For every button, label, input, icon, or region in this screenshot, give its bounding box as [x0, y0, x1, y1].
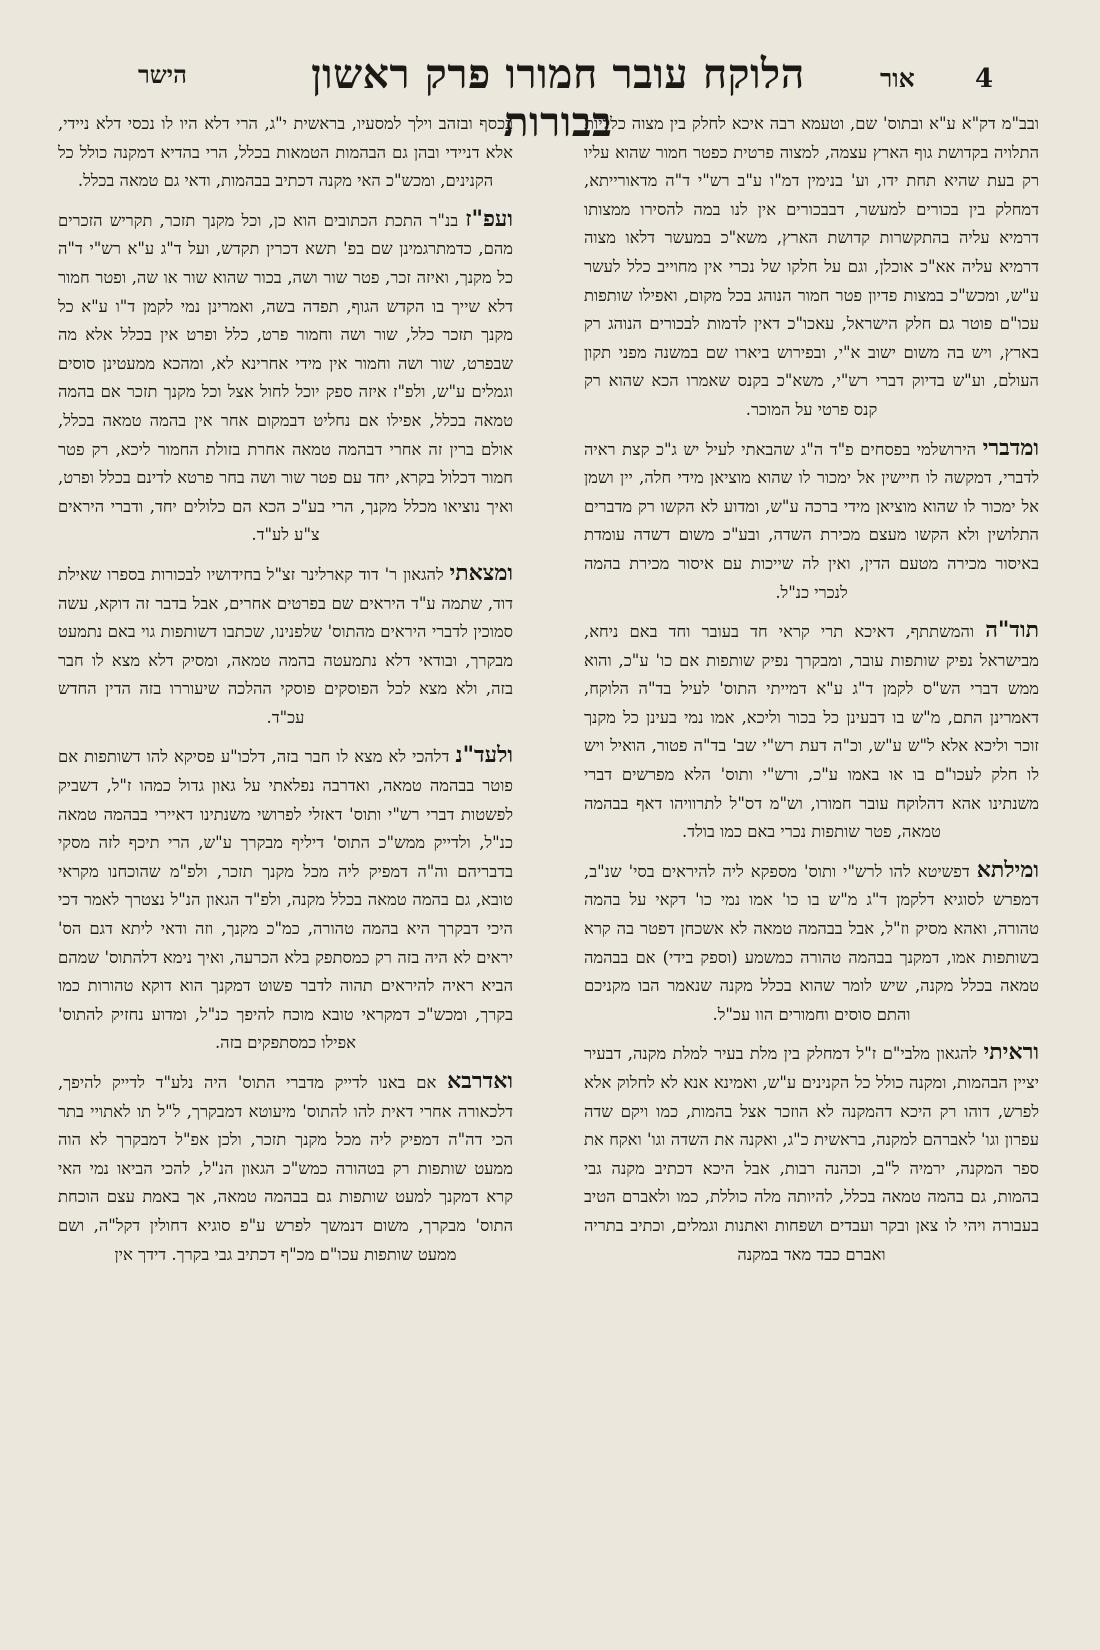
lead-word: ומצאתי — [449, 559, 513, 586]
paragraph — [584, 616, 1039, 847]
paragraph-text: בכסף ובזהב וילך למסעיו, בראשית י"ג, הרי דלא היו לו נכסי דלא ניידי, אלא דניידי ובהן גם הבהמות הטמאות בכלל, הרי בהדיא דמקנה כולל כל הקנינים, ומכש"כ האי מקנה דכתיב בבהמות, ודאי גם טמאה בכלל. — [58, 114, 513, 191]
paragraph — [584, 1038, 1039, 1269]
paragraph-text: דלהכי לא מצא לו חבר בזה, דלכו"ע פסיקא להו דשותפות אם פוטר בבהמה טמאה, ואדרבה נפלאתי על גאון גדול כמהו ז"ל, דשביק לפשטות דברי רש"י ותוס' דאזלי לפרושי משנתינו דאיירי בבהמה טמאה כנ"ל, ולדייק ממש"כ התוס' דיליף מבקרך ע"ש, הרי תיכף לזה מסקי בדבריהם וה"ה דמפיק ליה מכל מקנך תזכר, ולפ"מ שהוכחנו מקראי טובא, גם בהמה טמאה בכלל מקנה, ולפ"ד הגאון הנ"ל נצטרך לאמר דכי היכי דבקרך היא בהמה טהורה, כמ"כ מקנך, וזה ודאי ליתא דגם הס' יראים לא היה בזה רק כמסתפק בלא הכרעה, ואיך נימא דלהתוס' שמהם הביא ראיה להיראים תהוה לדבר פשוט דמקנך הוא דוקא טהורות כמו בקרך, ומכש"כ דמקראי טובא מוכח להיפך כנ"ל, ומדוע נחזיק להתוס' אפילו כמסתפקים בזה. — [58, 747, 513, 1053]
paragraph — [584, 856, 1039, 1030]
lead-word: ומילתא — [976, 856, 1039, 883]
page-header — [58, 40, 1042, 146]
running-head-hayashar: הישר — [138, 60, 187, 89]
paragraph-text: והמשתתף, דאיכא תרי קראי חד בעובר וחד באם ניחא, מבישראל נפיק שותפות עובר, ומבקרך נפיק שותפות אם כו' ע"כ, והוא ממש דברי הש"ס לקמן ד"ג ע"א דמייתי התוס' לעיל בד"ה הלוקח, דאמרינן התם, מ"ש בו דבעינן כל בכור וליכא, אמו נמי בעינן כל מקנך זוכר וליכא אלא ל"ש ע"ש, וכ"ה דעת רש"י שב' בד"ה פטור, הואיל ויש לו חלק לעכו"ם בו או באמו ע"כ, ורש"י ותוס' הלא מפרשים דברי משנתינו אהא דהלוקח עובר חמורו, וש"מ דס"ל לתרוויהו דאף בבהמה טמאה, פטר שותפות נכרי באם כמו בולד. — [584, 622, 1039, 842]
lead-word: וראיתי — [983, 1039, 1039, 1066]
lead-word: ולעד"נ — [455, 742, 513, 769]
paragraph-text: להגאון ר' דוד קארלינר זצ"ל בחידושיו לבכורות בספרו שאילת דוד, שתמה ע"ד היראים שם בפרטים אחרים, אבל בדבר זה דוקא, עשה סמוכין לדברי היראים מהתוס' שלפנינו, שכתבו דשותפות גוי באם נתמעט מבקרך, ובודאי דלא נתמעטה בהמה טמאה, ומסיק דלא מצא לו חבר בזה, ולא מצא לכל הפוסקים פוסקי ההלכה שיעוררו בזה הדין החדש עכ"ד. — [58, 564, 513, 727]
paragraph-text: ובב"מ דק"א ע"א ובתוס' שם, וטעמא רבה איכא לחלק בין מצוה כלליות התלויה בקדושת גוף הארץ עצמה, למצוה פרטית כפטר חמור שהוא עליו רק בעת שהיא תחת ידו, וע' בנימין דמ"ו ע"ב רש"י ד"ה מדאורייתא, דמחלק בין בכורים למעשר, דבבכורים אין לנו במה להסירו ממצותו דרמיא עליה בהתקשרות קדושת הארץ, משא"כ במעשר דלאו מצוה דרמיא עליה אא"כ אוכלן, וגם על חלקו של נכרי אין מחוייב כלל לעשר ע"ש, ומכש"כ במצות פדיון פטר חמור הנוהג בכל מקום, ואפילו שותפות עכו"ם פוטר גם חלק הישראל, עאכו"כ דאין לדמות לבכורים הנוהג רק בארץ, ויש בה משום ישוב א"י, ובפירוש ביארו שם במשנה מפני תקון העולם, וע"ש בדיוק דברי רש"י, משא"כ בקנס שאמרו הכא שהוא רק קנס פרטי על המוכר. — [584, 114, 1039, 419]
left-column — [58, 110, 513, 1610]
paragraph — [584, 110, 1039, 425]
right-column — [584, 110, 1039, 1610]
paragraph — [58, 741, 513, 1058]
paragraph — [58, 1067, 513, 1269]
page-number: 4 — [975, 64, 994, 94]
lead-word: תוד"ה — [985, 617, 1039, 644]
paragraph-text: הירושלמי בפסחים פ"ד ה"ג שהבאתי לעיל יש ג"כ קצת ראיה לדברי, דמקשה לו חיישין אל ימכור לו שהוא מוציאן מידי חלה, יין ושמן אל ימכור לו שהוא מוציאן מידי ברכה ע"ש, ומדוע לא הקשו רק מדברים התלושין ולא הקשו מעצם מכירת השדה, ובע"כ משום דשדה עומדת באיסור מכירה מטעם הדין, ואין לה שייכות עם איסור מכירת בהמה לנכרי כנ"ל. — [584, 439, 1039, 602]
page-title: הלוקח עובר חמורו פרק ראשון בבורות — [311, 50, 805, 146]
paragraph — [58, 559, 513, 733]
lead-word: ואדרבא — [447, 1068, 513, 1094]
paragraph-text: דפשיטא להו לרש"י ותוס' מספקא ליה להיראים בסי' שנ"ב, דמפרש לסוגיא דלקמן ד"ג מ"ש בו כו' אמו נמי כו' דקאי על בהמה טהורה, ואהא מסיק וז"ל, אבל בבהמה טמאה לא אשכחן דפטר בה קרא בשותפות אמו, דמקנך בבהמה טהורה כמשמע (וספק בידי) אם בבהמה טמאה בכלל מקנה, שיש לומר שהוא בכלל מקנה שנאמר הבו מקניכם והתם סוסים וחמורים הוו עכ"ל. — [584, 861, 1039, 1024]
paragraph-text: להגאון מלבי"ם ז"ל דמחלק בין מלת בעיר למלת מקנה, דבעיר יציין הבהמות, ומקנה כולל כל הקנינים ע"ש, ואמינא אנא לא לחלוק אלא לפרש, דוהו רק היכא דהמקנה לא הוזכר אצל בהמות, כמו ויקם שדה עפרון וגו' לאברהם למקנה, בראשית כ"ג, ואקנה את השדה וגו' ואקח את ספר המקנה, ירמיה ל"ב, וכהנה רבות, אבל היכא דכתיב מקנה גבי בהמות, גם בהמה טמאה בכלל, להיותה מלה כוללת, כמו ולאברם הטיב בעבורה ויהי לו צאן ובקר ועבדים ושפחות ואתנות וגמלים, וכתיב בתריה ואברם כבד מאד במקנה — [584, 1044, 1039, 1264]
running-head-or: אור — [880, 64, 915, 93]
paragraph — [58, 110, 513, 196]
paragraph — [58, 205, 513, 550]
paragraph-text: אם באנו לדייק מדברי התוס' היה נלע"ד לדייק להיפך, דלכאורה אחרי דאית להו להתוס' מיעוטא דמבקרך, ל"ל תו לאתויי בתר הכי דה"ה דמפיק ליה מכל מקנך תזכר, ולכן אפ"ל דמבקרך לא הוה ממעט שותפות רק בטהורה כמש"כ הגאון הנ"ל, להכי הביאו נמי האי קרא דמקנך למעט שותפות גם בבהמה טמאה, אך באמת עצם הוכחת התוס' מבקרך, משום דנמשך לפרש ע"פ סוגיא דחולין דקל"ה, ושם ממעט שותפות עכו"ם מכ"ף דכתיב גבי בקרך. דידך אין — [58, 1073, 513, 1264]
paragraph — [584, 434, 1039, 608]
lead-word: ומדברי — [982, 434, 1039, 461]
text-columns — [58, 110, 1042, 1610]
paragraph-text: בנ"ר התכת הכתובים הוא כן, וכל מקנך תזכר, תקריש הזכרים מהם, כדמתרגמינן שם בפ' תשא דכרין תקדש, ועל ד"ג ע"א רש"י ד"ה כל מקנך, ואיזה זכר, פטר שור ושה, בכור שהוא שור או שה, ופטר חמור דלא שייך בו הקדש הגוף, תפדה בשה, ואמרינן נמי לקמן ד"ו ע"א כל מקנך תזכר כלל, שור ושה וחמור פרט, כלל ופרט אין בכלל אלא מה שבפרט, שור ושה וחמור אין מידי אחרינא לא, ומהכא ממעטינן סוסים וגמלים ע"ש, ולפ"ז איזה ספק יוכל לחול אצל וכל מקנך תזכר אם בהמה טמאה בכלל, אפילו אם נחליט דבמקום אחר אין בהמה טמאה בכלל, אולם ברין זה אחרי דבהמה טמאה אחרת בזולת החמור ליכא, רק פטר חמור דכלול בקרא, יחד עם פטר שור ושה בחר פרטא לדינם בכלל ופרט, ואיך נוציאו מכלל מקנך, הרי בע"כ הכא הם כלולים יחד, ודברי היראים צ"ע לע"ד. — [58, 210, 513, 545]
lead-word: ועפ"ז — [465, 205, 513, 232]
